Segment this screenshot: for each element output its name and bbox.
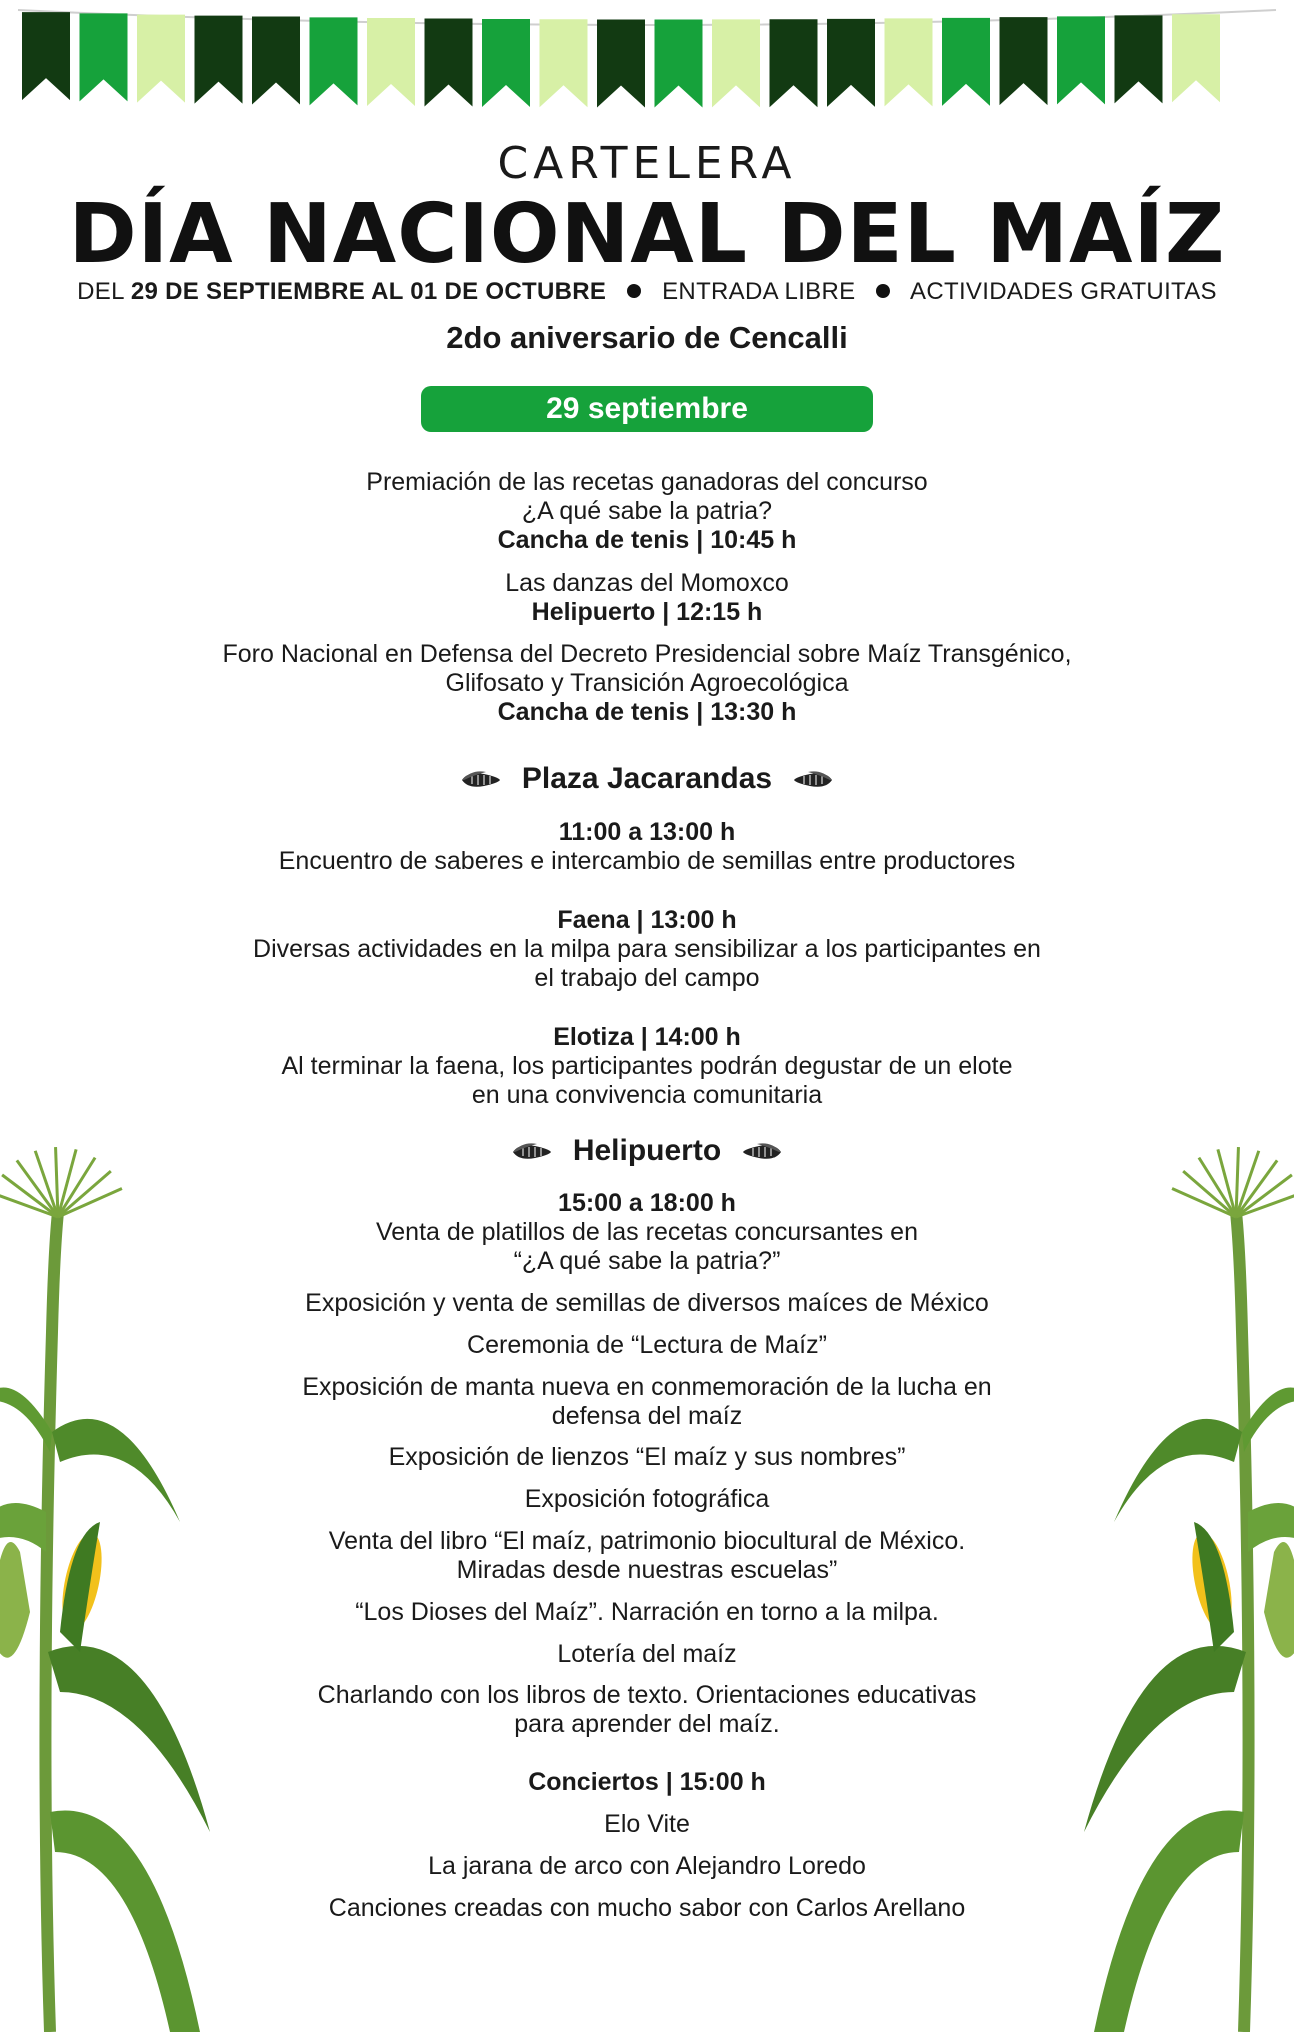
section-helipuerto (0, 1134, 1294, 1168)
event-place-time: Cancha de tenis | 13:30 h (497, 698, 797, 726)
heli-item (150, 1485, 1144, 1514)
heli-item-desc: Charlando con los libros de texto. Orientaciones educativas (317, 1681, 977, 1709)
section-plaza-jacarandas (0, 762, 1294, 796)
bunting-flag (1115, 15, 1163, 103)
plaza-item-time: Faena | 13:00 h (557, 906, 737, 934)
bunting-flag (137, 15, 185, 103)
corn-cob-icon (458, 769, 502, 791)
event-desc: Las danzas del Momoxco (505, 569, 789, 597)
bunting-flag (1057, 16, 1105, 104)
event-desc: Glifosato y Transición Agroecológica (445, 669, 849, 697)
corn-stalk (1236, 1212, 1249, 2032)
plaza-item-desc: Encuentro de saberes e intercambio de semillas entre productores (278, 847, 1016, 875)
tassel-branch (58, 1171, 111, 1217)
heli-time: 15:00 a 18:00 h (558, 1189, 736, 1217)
bunting-flag (1172, 14, 1220, 102)
bunting-flag (425, 19, 473, 107)
concert-name: Canciones creadas con mucho sabor con Carlos Arellano (328, 1894, 966, 1922)
heli-item (150, 1681, 1144, 1739)
heli-item (150, 1373, 1144, 1431)
poster-title: DÍA NACIONAL DEL MAÍZ (68, 187, 1226, 282)
concerts-title: Conciertos | 15:00 h (528, 1768, 766, 1796)
dates-range: 29 DE SEPTIEMBRE AL 01 DE OCTUBRE (130, 278, 607, 305)
corn-cob-icon (509, 1141, 553, 1163)
heli-item-desc: “Los Dioses del Maíz”. Narración en torno a la milpa. (355, 1598, 939, 1626)
bunting-flag (540, 19, 588, 107)
heli-item (150, 1527, 1144, 1585)
heli-item-desc: defensa del maíz (551, 1402, 743, 1430)
corn-husk (0, 1542, 30, 1658)
bullet-icon (876, 284, 890, 298)
concert-item (150, 1894, 1144, 1923)
event-block (150, 640, 1144, 727)
bunting-flag (597, 19, 645, 107)
event-place-time: Helipuerto | 12:15 h (531, 598, 763, 626)
bunting-flag (1000, 17, 1048, 105)
heli-item-desc: Lotería del maíz (557, 1640, 737, 1668)
section-title: Plaza Jacarandas (521, 762, 773, 795)
concert-item (150, 1810, 1144, 1839)
plaza-item-desc: Al terminar la faena, los participantes podrán degustar de un elote (281, 1052, 1013, 1080)
day-badge: 29 septiembre (421, 386, 873, 432)
bullet-icon (627, 284, 641, 298)
bunting-flag (655, 19, 703, 107)
heli-item (150, 1189, 1144, 1276)
bunting-flag (22, 12, 70, 100)
bunting-flag (942, 18, 990, 106)
poster-kicker: CARTELERA (497, 138, 797, 189)
heli-item-desc: Exposición de manta nueva en conmemoración de la lucha en (302, 1373, 992, 1401)
plaza-item (150, 1023, 1144, 1110)
event-desc: ¿A qué sabe la patria? (521, 497, 773, 525)
heli-item-desc: “¿A qué sabe la patria?” (513, 1247, 781, 1275)
dates-prefix: DEL (77, 278, 124, 305)
bunting-flag (80, 13, 128, 101)
concert-name: Elo Vite (604, 1810, 690, 1838)
bunting-flag (712, 19, 760, 107)
heli-item-desc: Exposición fotográfica (524, 1485, 770, 1513)
event-block (150, 569, 1144, 627)
heli-item-desc: para aprender del maíz. (514, 1710, 780, 1738)
bunting-flag (482, 19, 530, 107)
bunting-decoration (0, 0, 1294, 120)
dates-line (0, 278, 1294, 306)
plaza-item-desc: el trabajo del campo (534, 964, 760, 992)
entry-label: ENTRADA LIBRE (662, 278, 856, 305)
corn-cob-icon (792, 769, 836, 791)
heli-item (150, 1598, 1144, 1627)
corn-stalk (45, 1212, 58, 2032)
plaza-item (150, 906, 1144, 993)
bunting-flag (310, 17, 358, 105)
concerts-block (150, 1768, 1144, 1797)
heli-item-desc: Exposición y venta de semillas de diversos maíces de México (305, 1289, 989, 1317)
bunting-flag (252, 17, 300, 105)
bunting-flag (195, 16, 243, 104)
activities-label: ACTIVIDADES GRATUITAS (910, 278, 1217, 305)
event-desc: Foro Nacional en Defensa del Decreto Presidencial sobre Maíz Transgénico, (222, 640, 1072, 668)
concert-name: La jarana de arco con Alejandro Loredo (428, 1852, 866, 1880)
heli-item (150, 1640, 1144, 1669)
tassel-branch (1183, 1171, 1236, 1217)
concert-item (150, 1852, 1144, 1881)
event-block (150, 468, 1144, 555)
bunting-flag (770, 19, 818, 107)
plaza-item-time: Elotiza | 14:00 h (553, 1023, 741, 1051)
corn-husk (1264, 1542, 1294, 1658)
plaza-item (150, 818, 1144, 876)
anniversary-subtitle: 2do aniversario de Cencalli (446, 320, 848, 355)
plaza-item-desc: Diversas actividades en la milpa para sensibilizar a los participantes en (253, 935, 1041, 963)
heli-item-desc: Exposición de lienzos “El maíz y sus nombres” (388, 1443, 906, 1471)
heli-item (150, 1331, 1144, 1360)
heli-item-desc: Venta de platillos de las recetas concursantes en (375, 1218, 918, 1246)
event-desc: Premiación de las recetas ganadoras del concurso (366, 468, 928, 496)
plaza-item-time: 11:00 a 13:00 h (558, 818, 736, 846)
bunting-flag (367, 18, 415, 106)
heli-item-desc: Ceremonia de “Lectura de Maíz” (467, 1331, 827, 1359)
section-title: Helipuerto (572, 1134, 722, 1167)
heli-item-desc: Miradas desde nuestras escuelas” (456, 1556, 838, 1584)
heli-item (150, 1443, 1144, 1472)
plaza-item-desc: en una convivencia comunitaria (471, 1081, 823, 1109)
bunting-flag (885, 18, 933, 106)
heli-item-desc: Venta del libro “El maíz, patrimonio biocultural de México. (328, 1527, 966, 1555)
corn-cob-icon (741, 1141, 785, 1163)
heli-item (150, 1289, 1144, 1318)
bunting-flag (827, 19, 875, 107)
event-place-time: Cancha de tenis | 10:45 h (497, 526, 797, 554)
